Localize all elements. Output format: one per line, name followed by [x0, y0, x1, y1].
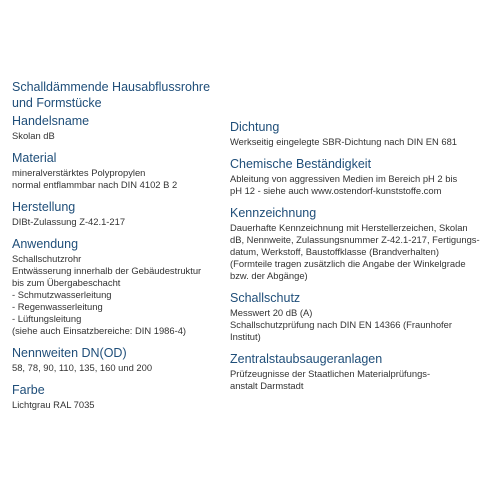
section-heading: Farbe — [12, 383, 45, 397]
section-text: Institut) — [230, 331, 261, 342]
section-heading: Handelsname — [12, 114, 90, 128]
section-text: Schallschutzrohr — [12, 253, 82, 264]
section-kennzeichnung — [230, 206, 488, 282]
section-heading: Zentralstaubsaugeranlagen — [230, 352, 383, 366]
left-column — [12, 114, 232, 420]
section-heading: Chemische Beständigkeit — [230, 157, 372, 171]
section-heading: Herstellung — [12, 200, 76, 214]
section-heading: Anwendung — [12, 237, 79, 251]
section-text: Werkseitig eingelegte SBR-Dichtung nach DIN EN 681 — [230, 136, 458, 147]
section-text: anstalt Darmstadt — [230, 380, 304, 391]
section-text: - Regenwasserleitung — [12, 301, 103, 312]
section-text: Messwert 20 dB (A) — [230, 307, 313, 318]
section-nennweiten — [12, 346, 232, 374]
section-text: Ableitung von aggressiven Medien im Bereich pH 2 bis — [230, 173, 458, 184]
section-text: (Formteile tragen zusätzlich die Angabe der Winkelgrade — [230, 258, 466, 269]
section-text: Skolan dB — [12, 130, 55, 141]
section-text: 58, 78, 90, 110, 135, 160 und 200 — [12, 362, 153, 373]
section-dichtung — [230, 120, 488, 148]
section-heading: Nennweiten DN(OD) — [12, 346, 127, 360]
section-schallschutz — [230, 291, 488, 343]
section-text: bzw. der Abgänge) — [230, 270, 308, 281]
section-handelsname — [12, 114, 232, 142]
section-chemische-bestaendigkeit — [230, 157, 488, 197]
section-zentralstaubsauger — [230, 352, 488, 392]
section-anwendung — [12, 237, 232, 337]
right-column — [230, 120, 488, 401]
section-farbe — [12, 383, 232, 411]
section-text: - Lüftungsleitung — [12, 313, 82, 324]
title-line-1: Schalldämmende Hausabflussrohre — [12, 80, 211, 94]
document-title — [12, 79, 210, 111]
section-text: (siehe auch Einsatzbereiche: DIN 1986-4) — [12, 325, 187, 336]
section-text: Dauerhafte Kennzeichnung mit Herstellerzeichen, Skolan — [230, 222, 468, 233]
section-heading: Dichtung — [230, 120, 280, 134]
section-heading: Material — [12, 151, 57, 165]
section-text: Lichtgrau RAL 7035 — [12, 399, 95, 410]
section-text: mineralverstärktes Polypropylen — [12, 167, 146, 178]
section-heading: Kennzeichnung — [230, 206, 317, 220]
section-heading: Schallschutz — [230, 291, 301, 305]
section-text: DIBt-Zulassung Z-42.1-217 — [12, 216, 126, 227]
title-line-2: und Formstücke — [12, 96, 102, 110]
section-text: Schallschutzprüfung nach DIN EN 14366 (Fraunhofer — [230, 319, 452, 330]
section-text: pH 12 - siehe auch www.ostendorf-kunststoffe.com — [230, 185, 442, 196]
section-text: normal entflammbar nach DIN 4102 B 2 — [12, 179, 178, 190]
section-material — [12, 151, 232, 191]
section-text: - Schmutzwasserleitung — [12, 289, 112, 300]
section-text: Entwässerung innerhalb der Gebäudestruktur — [12, 265, 202, 276]
section-herstellung — [12, 200, 232, 228]
section-text: dB, Nennweite, Zulassungsnummer Z-42.1-217, Fertigungs- — [230, 234, 480, 245]
section-text: bis zum Übergabeschacht — [12, 277, 121, 288]
section-text: datum, Werkstoff, Baustoffklasse (Brandverhalten) — [230, 246, 439, 257]
section-text: Prüfzeugnisse der Staatlichen Materialprüfungs- — [230, 368, 431, 379]
